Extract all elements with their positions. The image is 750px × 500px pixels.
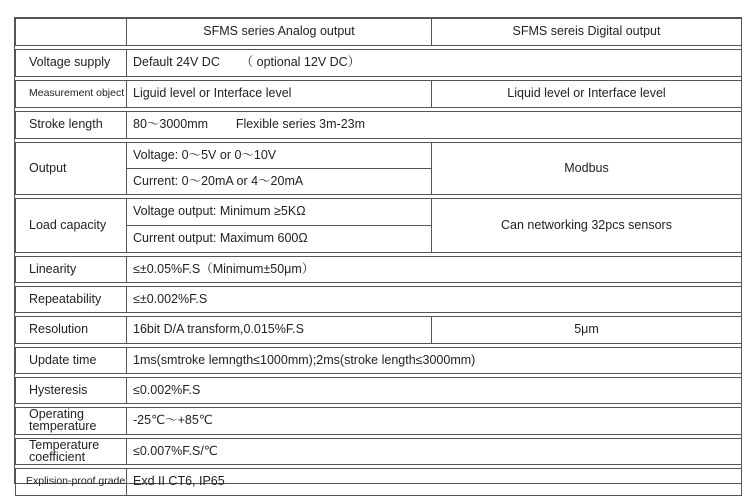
- row-label-output: Output: [16, 143, 127, 195]
- row-label-voltage-supply: Voltage supply: [16, 50, 127, 77]
- row-label-temperature-coefficient: Temperature coefficient: [16, 439, 127, 465]
- value-measurement-object-analog: Liguid level or Interface level: [127, 81, 432, 108]
- row-label-update-time: Update time: [16, 348, 127, 374]
- table-row: [16, 199, 742, 226]
- value-operating-temperature: -25℃～+85℃: [127, 408, 742, 435]
- value-resolution-digital: 5μm: [432, 317, 742, 344]
- value-output-current: Current: 0～20mA or 4～20mA: [127, 169, 432, 195]
- header-row: [16, 19, 742, 46]
- value-load-capacity-digital: Can networking 32pcs sensors: [432, 199, 742, 253]
- value-linearity: ≤±0.05%F.S（Minimum±50μm）: [127, 257, 742, 283]
- header-digital: SFMS sereis Digital output: [432, 19, 742, 46]
- value-measurement-object-digital: Liquid level or Interface level: [432, 81, 742, 108]
- table-row: [16, 439, 742, 465]
- table-row: [16, 469, 742, 496]
- header-analog: SFMS series Analog output: [127, 19, 432, 46]
- table-row: [16, 143, 742, 169]
- row-label-stroke-length: Stroke length: [16, 112, 127, 139]
- value-voltage-supply: Default 24V DC （ optional 12V DC）: [127, 50, 742, 77]
- row-label-hysteresis: Hysteresis: [16, 378, 127, 404]
- table-row: [16, 81, 742, 108]
- spec-table: [15, 18, 742, 496]
- value-repeatability: ≤±0.002%F.S: [127, 287, 742, 313]
- value-stroke-length: 80～3000mm Flexible series 3m-23m: [127, 112, 742, 139]
- value-hysteresis: ≤0.002%F.S: [127, 378, 742, 404]
- table-row: [16, 287, 742, 313]
- header-corner-cell: [16, 19, 127, 46]
- table-row: [16, 408, 742, 435]
- row-label-linearity: Linearity: [16, 257, 127, 283]
- table-row: [16, 112, 742, 139]
- value-temperature-coefficient: ≤0.007%F.S/℃: [127, 439, 742, 465]
- value-resolution-analog: 16bit D/A transform,0.015%F.S: [127, 317, 432, 344]
- table-row: [16, 50, 742, 77]
- table-row: [16, 257, 742, 283]
- value-explosion-proof: Exd II CT6, IP65: [127, 469, 742, 496]
- row-label-load-capacity: Load capacity: [16, 199, 127, 253]
- value-update-time: 1ms(smtroke lemngth≤1000mm);2ms(stroke length≤3000mm): [127, 348, 742, 374]
- value-load-capacity-current: Current output: Maximum 600Ω: [127, 226, 432, 253]
- table-row: [16, 378, 742, 404]
- value-output-digital: Modbus: [432, 143, 742, 195]
- row-label-explosion-proof: Explision-proof grade: [16, 469, 127, 496]
- value-load-capacity-voltage: Voltage output: Minimum ≥5KΩ: [127, 199, 432, 226]
- value-output-voltage: Voltage: 0～5V or 0～10V: [127, 143, 432, 169]
- row-label-measurement-object: Measurement object: [16, 81, 127, 108]
- table-row: [16, 317, 742, 344]
- row-label-operating-temperature: Operating temperature: [16, 408, 127, 435]
- row-label-resolution: Resolution: [16, 317, 127, 344]
- row-label-repeatability: Repeatability: [16, 287, 127, 313]
- table-row: [16, 348, 742, 374]
